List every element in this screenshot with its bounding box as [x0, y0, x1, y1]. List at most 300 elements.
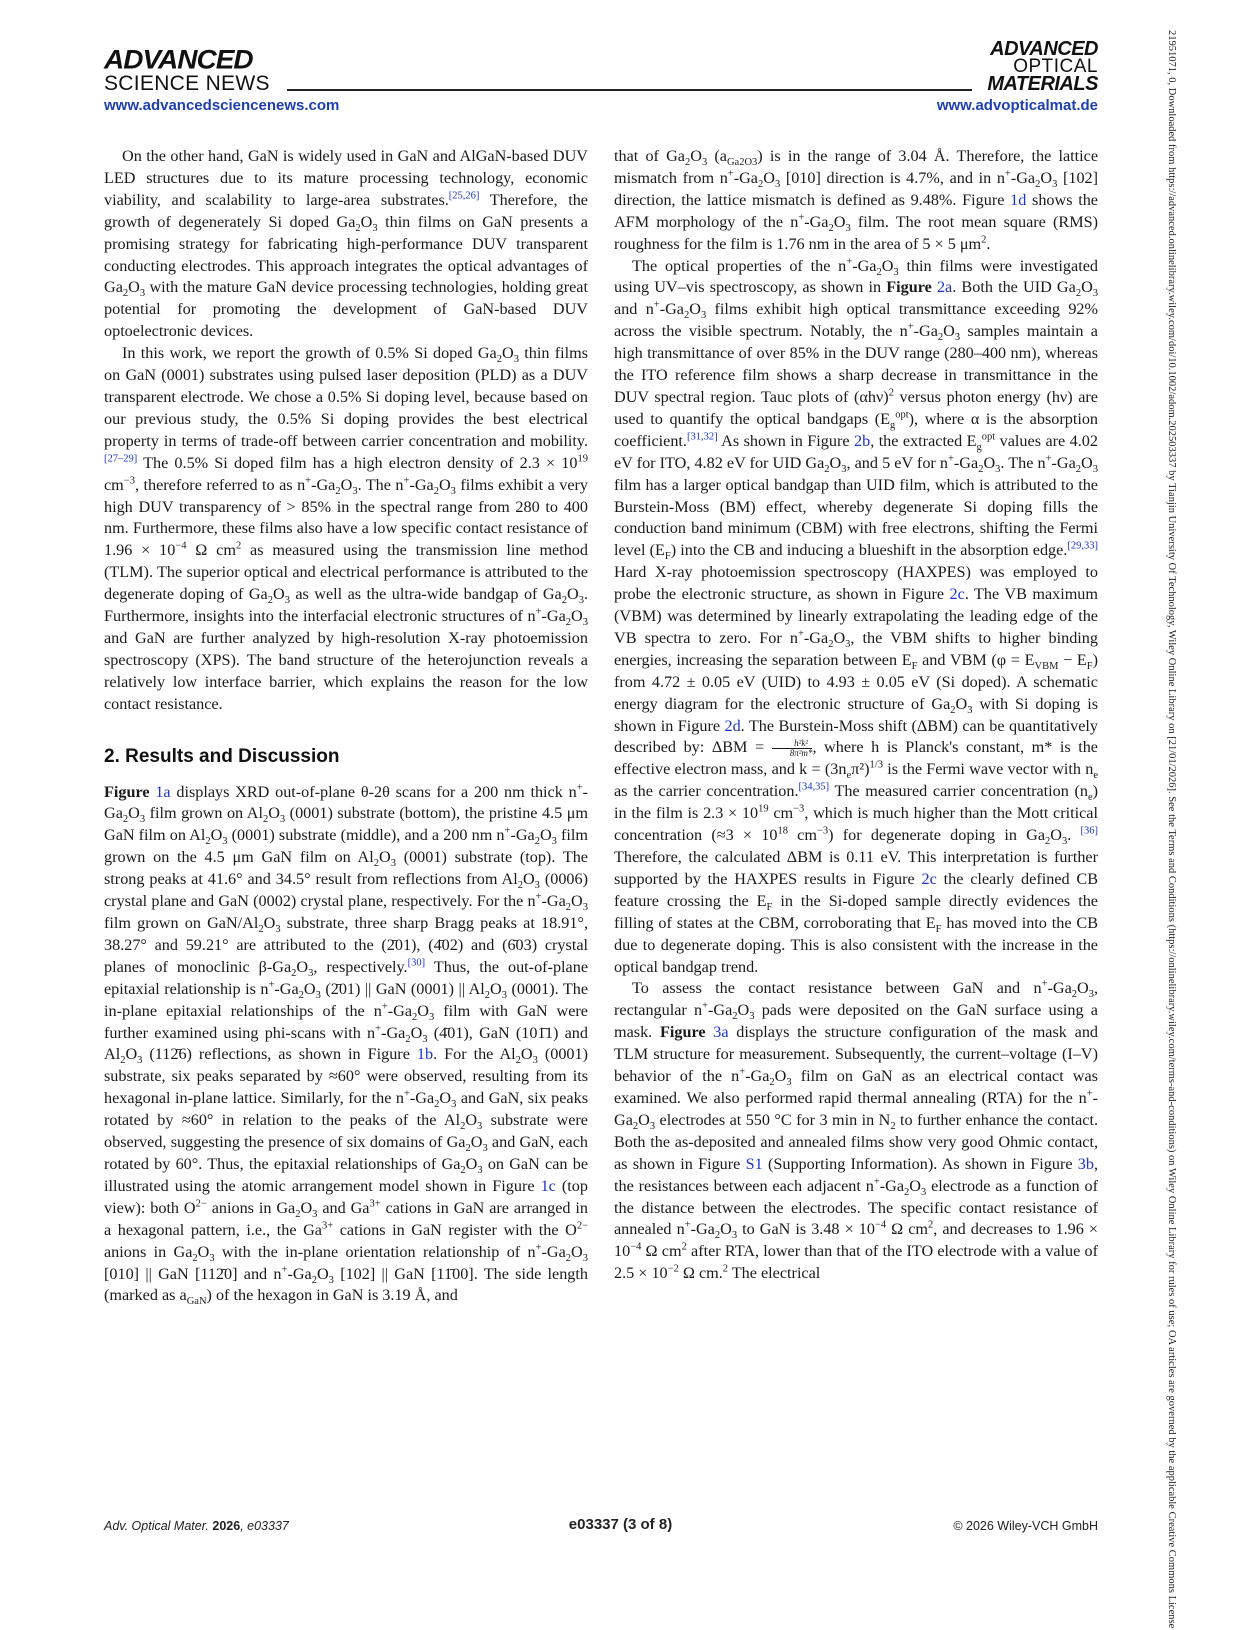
- superscript: +: [403, 475, 410, 487]
- subscript: 3: [1092, 463, 1098, 475]
- text-fragment: as well as the ultra-wide bandgap of Ga: [289, 585, 562, 604]
- subscript: 2: [757, 179, 764, 191]
- superscript: +: [702, 1000, 709, 1012]
- subscript: 2: [192, 1252, 198, 1264]
- subscript: 2: [295, 1209, 301, 1221]
- text-fragment: to GaN is 3.48 × 10: [737, 1220, 875, 1239]
- subscript: 3: [731, 1230, 738, 1242]
- subscript: 2: [517, 880, 523, 892]
- subscript: 2: [950, 704, 956, 716]
- superscript: +: [846, 256, 853, 268]
- superscript: 2−: [576, 1220, 589, 1232]
- subscript: 3: [308, 968, 314, 980]
- text-fragment: -Ga: [879, 1176, 905, 1195]
- subscript: 2: [258, 924, 264, 936]
- text-fragment: (0001) substrate (bottom), the pristine 4.5 μm GaN film on Al: [104, 804, 588, 845]
- figure-link-2d[interactable]: 2d: [724, 716, 741, 735]
- text-fragment: On the other hand, GaN is widely used in GaN and AlGaN-based DUV LED structures due to its mature processing technology, economic viability, and scalability to large-area substrates.: [104, 147, 588, 209]
- subscript: 2: [890, 1121, 896, 1133]
- subscript: 3: [137, 1055, 143, 1067]
- superscript: +: [727, 168, 734, 180]
- text-fragment: Therefore, the calculated ΔBM is 0.11 eV. This interpretation is further supported by the HAXPES results in Figure: [614, 848, 1098, 888]
- subscript: 2: [262, 814, 269, 826]
- subscript: 3: [701, 157, 708, 169]
- figure-link-2b[interactable]: 2b: [854, 431, 871, 450]
- superscript: +: [798, 212, 805, 224]
- text-fragment: (0001) substrate (top). The strong peaks at 41.6° and 34.5° result from reflections from Al: [104, 848, 588, 889]
- text-fragment: 8π²m*: [789, 748, 813, 759]
- superscript: −4: [630, 1241, 642, 1253]
- subscript: GaN: [186, 1296, 207, 1308]
- superscript: +: [1086, 1088, 1093, 1100]
- subscript: 2: [120, 1055, 126, 1067]
- superscript: 3+: [369, 1198, 381, 1210]
- superscript: +: [375, 1023, 382, 1035]
- text-fragment: . The n: [1000, 453, 1046, 472]
- subscript: 2: [311, 1274, 317, 1286]
- superscript: −3: [816, 825, 829, 837]
- superscript: +: [381, 1001, 388, 1013]
- text-fragment: displays the structure configuration of the mask and TLM structure for measurement. Subsequently, the current–voltage (I–V) behavior of the n: [614, 1023, 1099, 1086]
- figure-link-s1[interactable]: S1: [745, 1154, 763, 1173]
- journal-logo-line-2: OPTICAL: [1013, 56, 1098, 77]
- text-fragment: with the in-plane orientation relationship of n: [214, 1242, 536, 1261]
- text-fragment: -Ga: [745, 1067, 770, 1086]
- figure-link-3a[interactable]: 3a: [713, 1023, 729, 1042]
- text-fragment: to further enhance the contact. Both the as-deposited and annealed films show very good Ohmic contact, as shown in Figure: [614, 1110, 1098, 1173]
- header-rule: [287, 89, 972, 91]
- text-fragment: -Ga: [510, 826, 535, 845]
- text-fragment: -Ga: [1010, 168, 1036, 187]
- text-fragment: pads were deposited on the GaN surface using a mask.: [614, 1001, 1098, 1042]
- text-fragment: Figure: [886, 278, 932, 297]
- superscript: 2: [888, 387, 894, 399]
- subscript: 2: [496, 354, 502, 366]
- text-fragment: ) from 4.72 ± 0.05 eV (UID) to 4.93 ± 0.05 eV (Si doped). A schematic energy diagram for the electronic structure of Ga: [614, 650, 1098, 713]
- figure-link-1a[interactable]: 1a: [155, 782, 171, 801]
- subscript: 3: [1088, 989, 1094, 1001]
- text-fragment: h²k²: [772, 739, 813, 749]
- text-fragment: cations in GaN register with the O: [333, 1220, 577, 1239]
- text-fragment: In this work, we report the growth of 0.5% Si doped Ga: [122, 344, 497, 363]
- footer-page-number: e03337 (3 of 8): [568, 1516, 673, 1533]
- subscript: VBM: [1034, 661, 1059, 673]
- text-fragment: with the mature GaN device processing technologies, holding great potential for promoting the development of GaN-based DUV optoelectronic devices.: [104, 278, 588, 341]
- text-fragment: substrate were observed, suggesting the presence of six domains of Ga: [104, 1111, 588, 1152]
- subscript: e: [1087, 792, 1093, 804]
- citation-link[interactable]: [31,32]: [686, 431, 718, 443]
- subscript: 3: [279, 814, 286, 826]
- text-fragment: (112̄6) reflections, as shown in Figure: [142, 1045, 417, 1064]
- logo-line-2: SCIENCE NEWS: [104, 72, 270, 95]
- paragraph-optical: The optical properties of the $n^+-Ga_2O_3$ thin films were investigated using UV–vis spectroscopy, as shown in Figure 2a. Both the UID $Ga_2O_3$ and $n^+-Ga_2O_3$ films exhibit high optical transmittance exceeding 92% across the visible spectrum. Notably, the $n^+-Ga_2O_3$ samples maintain a high transmittance of over 85% in the DUV range (280–400 nm), whereas the ITO reference film shows a sharp decrease in transmittance in the DUV spectral region. Tauc plots of $(\alpha h\nu)^2$ versus photon energy (hν) are used to quantify the optical bandgaps $(E_g^{opt})$, where α is the absorption coefficient.[31,32] As shown in Figure 2b, the extracted $E_g^{opt}$ values are 4.02 eV for ITO, 4.82 eV for UID $Ga_2O_3$, and 5 eV for $n^+-Ga_2O_3$. The $n^+-Ga_2O_3$ film has a larger optical bandgap than UID film, which is attributed to the Burstein-Moss (BM) effect, whereby degenerate Si doping fills the conduction band minimum (CBM) with free electrons, shifting the Fermi level $(E_F)$ into the CB and inducing a blueshift in the absorption edge.[29,33] Hard X-ray photoemission spectroscopy (HAXPES) was employed to probe the electronic structure, as shown in Figure 2c. The VB maximum (VBM) was determined by linearly extrapolating the leading edge of the VB spectra to zero. For $n^+-Ga_2O_3$, the VBM shifts to higher binding energies, increasing the separation between $E_F$ and VBM $(\varphi = E_{VBM} - E_F)$ from 4.72 ± 0.05 eV (UID) to 4.93 ± 0.05 eV (Si doped). A schematic energy diagram for the electronic structure of $Ga_2O_3$ with Si doping is shown in Figure 2d. The Burstein-Moss shift (ΔBM) can be quantitatively described by: ΔBM = $\frac{\text{h²k²}}{\text{8π²m*}}$ , where h is Planck's constant, m* is the effective electron mass, and $k = (3n_e\pi^2)^{1/3}$ is the Fermi wave vector with $n_e$ as the carrier concentration.[34,35] The measured carrier concentration $(n_e)$ in the film is $2.3 \times 10^{19}$ $cm^{-3}$, which is much higher than the Mott critical concentration ($\approx 3 \times 10^{18}$ $cm^{-3}$) for degenerate doping in $Ga_2O_3$. [36] Therefore, the calculated ΔBM is 0.11 eV. This interpretation is further supported by the HAXPES results in Figure 2c the clearly defined CB feature crossing the $E_F$ in the Si-doped sample directly evidences the filling of states at the CBM, corroborating that $E_F$ has moved into the CB due to degenerate doping. This is also consistent with the increase in the optical bandgap trend.: [614, 256, 1099, 976]
- superscript: 18: [777, 825, 788, 837]
- footer-text: , e03337: [240, 1519, 289, 1533]
- text-fragment: The optical properties of the n: [632, 256, 847, 275]
- text-fragment: in the Si-doped sample directly evidences the filling of states at the CBM, corroborating that E: [614, 891, 1098, 932]
- superscript: +: [1041, 979, 1048, 991]
- text-fragment: electrodes at 550 °C for 3 min in N: [655, 1110, 891, 1129]
- superscript: +: [535, 1242, 542, 1254]
- paragraph-xrd: Figure 1a displays XRD out-of-plane θ-2θ scans for a 200 nm thick $n^+-Ga_2O_3$ film grown on $Al_2O_3$ (0001) substrate (bottom), the pristine 4.5 μm GaN film on $Al_2O_3$ (0001) substrate (middle), and a 200 nm $n^+-Ga_2O_3$ film grown on the 4.5 μm GaN film on $Al_2O_3$ (0001) substrate (top). The strong peaks at 41.6° and 34.5° result from reflections from $Al_2O_3$ (0006) crystal plane and GaN (0002) crystal plane, respectively. For the $n^+-Ga_2O_3$ film grown on GaN/$Al_2O_3$ substrate, three sharp Bragg peaks at 18.91°, 38.27° and 59.21° are attributed to the (2̄01), (4̄02) and (6̄03) crystal planes of monoclinic $\beta-Ga_2O_3$, respectively.[30] Thus, the out-of-plane epitaxial relationship is $n^+-Ga_2O_3$ (2̄01) || GaN (0001) || $Al_2O_3$ (0001). The in-plane epitaxial relationships of the $n^+-Ga_2O_3$ film with GaN were further examined using phi-scans with $n^+-Ga_2O_3$ (4̄01), GaN (101̄1) and $Al_2O_3$ (112̄6) reflections, as shown in Figure 1b. For the $Al_2O_3$ (0001) substrate, six peaks separated by ≈60° were observed, resulting from its hexagonal in-plane lattice. Similarly, for the $n^+-Ga_2O_3$ and GaN, six peaks rotated by ≈60° in relation to the peaks of the $Al_2O_3$ substrate were observed, suggesting the presence of six domains of $Ga_2O_3$ and GaN, each rotated by 60°. Thus, the epitaxial relationships of $Ga_2O_3$ on GaN can be illustrated using the atomic arrangement model shown in Figure 1c (top view): both $O^{2-}$ anions in $Ga_2O_3$ and $Ga^{3+}$ cations in GaN are arranged in a hexagonal pattern, i.e., the $Ga^{3+}$ cations in GaN register with the $O^{2-}$ anions in $Ga_2O_3$ with the in-plane orientation relationship of $n^+-Ga_2O_3$ [010] || GaN [112̄0] and $n^+-Ga_2O_3$ [102] || GaN [11̄00]. The side length (marked as $a_{GaN}$) of the hexagon in GaN is 3.19 Å, and: [104, 782, 589, 1308]
- text-fragment: .: [1067, 826, 1081, 845]
- text-fragment: , which is much higher than the Mott critical concentration (≈3 × 10: [614, 804, 1098, 845]
- text-fragment: [010] direction is 4.7%, and in n: [780, 168, 1005, 187]
- subscript: 3: [786, 1077, 792, 1089]
- text-fragment: (Supporting Information). As shown in Figure: [762, 1154, 1078, 1173]
- text-fragment: thin films were investigated using UV–vis spectroscopy, as shown in: [614, 256, 1098, 297]
- subscript: 3: [841, 463, 847, 475]
- superscript: 2: [681, 1241, 687, 1253]
- subscript: 3: [139, 288, 146, 300]
- citation-link[interactable]: [30]: [407, 957, 426, 969]
- superscript: +: [504, 825, 511, 837]
- subscript: 2: [565, 1252, 572, 1264]
- subscript: 2: [683, 310, 690, 322]
- figure-link-1b[interactable]: 1b: [416, 1045, 434, 1064]
- text-fragment: film has a larger optical bandgap than UID film, which is attributed to the Burstein-Moss (BM) effect, whereby degenerate Si doping fills the conduction band minimum (CBM) with free electrons, shifting the Fermi level (E: [614, 475, 1098, 560]
- text-fragment: [102] direction, the lattice mismatch is defined as 9.48%. Figure: [614, 168, 1099, 209]
- text-fragment: (4̄01), GaN (101̄1) and Al: [104, 1023, 588, 1064]
- citation-link[interactable]: [34,35]: [798, 781, 830, 793]
- subscript: 3: [275, 924, 281, 936]
- superscript: 2: [235, 540, 242, 552]
- text-fragment: ) for degenerate doping in Ga: [828, 826, 1046, 845]
- subscript: 3: [477, 1121, 483, 1133]
- subscript: e: [846, 770, 852, 782]
- subscript: 3: [845, 639, 851, 651]
- superscript: 2: [928, 1220, 934, 1232]
- superscript: 19: [577, 453, 588, 465]
- text-fragment: and Ga: [317, 1198, 370, 1217]
- subscript: 2: [732, 1011, 738, 1023]
- text-fragment: , the resistances between each adjacent n: [614, 1154, 1099, 1195]
- text-fragment: thin films on GaN presents a promising strategy for fabricating high-performance DUV transparent conducting electrodes. This approach integrates the optical advantages of Ga: [104, 212, 588, 297]
- text-fragment: on GaN can be illustrated using the atomic arrangement model shown in Figure: [104, 1154, 588, 1195]
- journal-logo-line-1: ADVANCED: [990, 38, 1098, 60]
- figure-link-2c-second[interactable]: 2c: [921, 869, 937, 888]
- text-fragment: -Ga: [913, 322, 938, 341]
- text-fragment: -Ga: [1047, 979, 1072, 998]
- text-fragment: -Ga: [287, 1264, 312, 1283]
- text-fragment: -Ga: [541, 892, 566, 911]
- text-fragment: (0001). The in-plane epitaxial relationships of the n: [104, 979, 589, 1020]
- subscript: 3: [1092, 288, 1099, 300]
- text-fragment: (0001) substrate (middle), and a 200 nm n: [227, 826, 505, 845]
- text-fragment: . Both the UID Ga: [952, 278, 1076, 297]
- superscript: +: [403, 1088, 410, 1100]
- superscript: 2: [981, 234, 987, 246]
- text-fragment: -Ga: [409, 475, 434, 494]
- text-fragment: films exhibit a very high DUV transparency of > 85% in the spectral range from 280 to 400 nm. Furthermore, these films also have a low specific contact resistance of 1.96 × 10: [104, 475, 589, 560]
- text-fragment: -Ga: [409, 1089, 435, 1108]
- subscript: 3: [700, 310, 707, 322]
- footer-text: Adv. Optical Mater.: [104, 1519, 209, 1533]
- text-fragment: ) in the film is 2.3 × 10: [614, 782, 1098, 823]
- text-fragment: , and 5 eV for n: [846, 453, 948, 472]
- footer-copyright: © 2026 Wiley-VCH GmbH: [953, 1519, 1098, 1533]
- text-fragment: . Furthermore, insights into the interfacial electronic structures of n: [104, 585, 588, 626]
- text-fragment: -Ga: [541, 1242, 566, 1261]
- text-fragment: film with GaN were further examined using phi-scans with n: [104, 1001, 588, 1042]
- figure-link-3b[interactable]: 3b: [1077, 1154, 1094, 1173]
- subscript: 3: [315, 989, 321, 1001]
- subscript: 2: [824, 463, 830, 475]
- paragraph-contact-resistance: To assess the contact resistance between GaN and $n^+-Ga_2O_3$, rectangular $n^+-Ga_2O_3$ pads were deposited on the GaN surface using a mask. Figure 3a displays the structure configuration of the mask and TLM structure for measurement. Subsequently, the current–voltage (I–V) behavior of the $n^+-Ga_2O_3$ film on GaN as an electrical contact was examined. We also performed rapid thermal annealing (RTA) for the $n^+-Ga_2O_3$ electrodes at 550 °C for 3 min in $N_2$ to further enhance the contact. Both the as-deposited and annealed films show very good Ohmic contact, as shown in Figure S1 (Supporting Information). As shown in Figure 3b, the resistances between each adjacent $n^+-Ga_2O_3$ electrode as a function of the distance between the electrodes. The specific contact resistance of annealed $n^+-Ga_2O_3$ to GaN is $3.48 \times 10^{-4}$ Ω $cm^2$, and decreases to $1.96 \times 10^{-4}$ Ω $cm^2$ after RTA, lower than that of the ITO electrode with a value of $2.5 \times 10^{-2}$ Ω cm.$^2$ The electrical: [614, 979, 1099, 1283]
- superscript: +: [684, 1220, 691, 1232]
- subscript: 2: [876, 266, 882, 278]
- text-fragment: . The Burstein-Moss shift (ΔBM) can be quantitatively described by: ΔBM =: [614, 716, 1098, 757]
- text-fragment: The 0.5% Si doped film has a high electron density of 2.3 × 10: [137, 453, 578, 472]
- superscript: +: [1045, 453, 1052, 465]
- superscript: +: [739, 1066, 746, 1078]
- subscript: 3: [995, 463, 1001, 475]
- subscript: 3: [920, 1186, 927, 1198]
- text-fragment: , therefore referred to as n: [134, 475, 306, 494]
- superscript: +: [907, 321, 914, 333]
- advanced-science-news-logo: [104, 46, 270, 94]
- text-fragment: , rectangular n: [614, 979, 1098, 1020]
- superscript: +: [535, 891, 542, 903]
- superscript: +: [535, 606, 542, 618]
- text-fragment: Ω cm: [186, 541, 236, 560]
- subscript: 3: [477, 1165, 483, 1177]
- text-fragment: -Ga: [311, 475, 336, 494]
- superscript: 1/3: [869, 759, 883, 771]
- subscript: 3: [209, 1252, 215, 1264]
- superscript: 2: [722, 1263, 729, 1275]
- text-fragment: is the Fermi wave vector with n: [882, 760, 1094, 779]
- text-fragment: and GaN are further analyzed by high-resolution X-ray photoemission spectroscopy (XPS). The band structure of the heterojunction reveals a relatively low interface barrier, which explains the reason for the low contact resistance.: [104, 628, 588, 713]
- text-fragment: values are 4.02 eV for ITO, 4.82 eV for UID Ga: [614, 431, 1098, 472]
- subscript: Ga2O3: [726, 157, 758, 169]
- subscript: 3: [532, 1055, 538, 1067]
- subscript: F: [766, 902, 773, 914]
- text-fragment: the clearly defined CB feature crossing the E: [614, 869, 1098, 910]
- text-fragment: -Ga: [803, 628, 829, 647]
- subscript: 2: [298, 989, 304, 1001]
- text-fragment: . The VB maximum (VBM) was determined by linearly extrapolating the leading edge of the VB spectra to zero. For n: [614, 585, 1098, 647]
- text-fragment: and n: [614, 300, 654, 319]
- subscript: 2: [373, 858, 379, 870]
- subscript: 2: [1075, 288, 1082, 300]
- subscript: 2: [561, 595, 567, 607]
- text-fragment: cm: [787, 826, 817, 845]
- subscript: F: [1086, 661, 1093, 673]
- text-fragment: -Ga: [690, 1220, 715, 1239]
- text-fragment: as the carrier concentration.: [614, 782, 799, 801]
- figure-link-2c[interactable]: 2c: [949, 585, 965, 604]
- subscript: F: [664, 551, 671, 563]
- subscript: 2: [267, 595, 273, 607]
- subscript: g: [976, 442, 982, 454]
- text-fragment: (a: [707, 147, 727, 165]
- subscript: 2: [205, 836, 211, 848]
- citation-link[interactable]: [25,26]: [448, 190, 480, 202]
- text-fragment: , where h is Planck's constant, m* is the effective electron mass, and k = (3n: [614, 738, 1098, 779]
- text-fragment: , the extracted E: [870, 431, 977, 450]
- text-fragment: film grown on the 4.5 μm GaN film on Al: [104, 826, 588, 867]
- text-fragment: -Ga: [387, 1001, 413, 1020]
- text-fragment: (top view): both O: [104, 1176, 588, 1217]
- text-fragment: (0001) substrate, six peaks separated by ≈60° were observed, resulting from its hexagonal in-plane lattice. Similarly, for the n: [104, 1045, 589, 1108]
- text-fragment: , and decreases to 1.96 × 10: [614, 1220, 1098, 1261]
- subscript: F: [911, 661, 918, 673]
- superscript: +: [873, 1176, 880, 1188]
- journal-logo-line-3: MATERIALS: [987, 73, 1098, 96]
- text-fragment: ), where α is the absorption coefficient.: [614, 409, 1099, 450]
- subscript: 3: [328, 1274, 334, 1286]
- subscript: 3: [582, 617, 588, 629]
- text-fragment: (0006) crystal plane and GaN (0002) crystal plane, respectively. For the n: [104, 870, 588, 911]
- subscript: 2: [515, 1055, 521, 1067]
- subscript: 2: [714, 1230, 721, 1242]
- paragraph-intro-gan: On the other hand, GaN is widely used in GaN and AlGaN-based DUV LED structures due to its mature processing technology, economic viability, and scalability to large-area substrates.[25,26] Therefore, the growth of degenerately Si doped $Ga_2O_3$ thin films on GaN presents a promising strategy for fabricating high-performance DUV transparent conducting electrodes. This approach integrates the optical advantages of $Ga_2O_3$ with the mature GaN device processing technologies, holding great potential for promoting the development of GaN-based DUV optoelectronic devices.: [104, 147, 588, 341]
- publisher-url-link[interactable]: www.advancedsciencenews.com: [104, 97, 340, 114]
- citation-link[interactable]: [29,33]: [1067, 540, 1098, 552]
- subscript: 2: [1071, 989, 1077, 1001]
- text-fragment: -Ga: [614, 1088, 1098, 1129]
- subscript: 2: [433, 485, 439, 497]
- section-heading: 2. Results and Discussion: [104, 745, 340, 767]
- text-fragment: anions in Ga: [206, 1198, 296, 1217]
- text-fragment: thin films on GaN (0001) substrates using pulsed laser deposition (PLD) as a DUV transparent electrode. We chose a 0.5% Si doping level, because based on our previous study, the 0.5% Si doping provides the best electrical property in terms of trade-off between carrier concentration and mobility.: [104, 344, 588, 450]
- figure-link-1d[interactable]: 1d: [1010, 190, 1027, 209]
- subscript: 3: [582, 902, 588, 914]
- text-fragment: shows the AFM morphology of the n: [614, 190, 1098, 231]
- subscript: 3: [582, 1252, 588, 1264]
- text-fragment: and GaN, six peaks rotated by ≈60° in relation to the peaks of the Al: [104, 1089, 589, 1130]
- citation-link[interactable]: [36]: [1080, 825, 1099, 837]
- advanced-optical-materials-logo: [987, 38, 1098, 96]
- subscript: 3: [312, 1209, 318, 1221]
- superscript: +: [281, 1264, 288, 1276]
- superscript: opt: [981, 431, 996, 443]
- text-fragment: after RTA, lower than that of the ITO electrode with a value of 2.5 × 10: [614, 1242, 1098, 1283]
- superscript: +: [948, 453, 954, 465]
- logo-line-1: ADVANCED: [104, 44, 253, 75]
- text-fragment: . The n: [357, 475, 404, 494]
- superscript: +: [1004, 168, 1011, 180]
- text-fragment: film. The root mean square (RMS) roughness for the film is 1.76 nm in the area of 5 × 5 μm: [614, 212, 1099, 253]
- subscript: 2: [978, 463, 984, 475]
- text-fragment: [102] || GaN [11̄00]. The side length (marked as a: [104, 1264, 588, 1305]
- subscript: 2: [1045, 836, 1051, 848]
- superscript: −2: [667, 1263, 679, 1275]
- superscript: −3: [123, 475, 135, 487]
- text-fragment: cm: [104, 475, 124, 494]
- subscript: 2: [828, 222, 834, 234]
- text-fragment: -Ga: [541, 607, 566, 626]
- paragraph-this-work: In this work, we report the growth of 0.5% Si doped $Ga_2O_3$ thin films on GaN (0001) substrates using pulsed laser deposition (PLD) as a DUV transparent electrode. We chose a 0.5% Si doping level, because based on our previous study, the 0.5% Si doping provides the best electrical property in terms of trade-off between carrier concentration and mobility.[27–29] The 0.5% Si doped film has a high electron density of $2.3 \times 10^{19}$ $cm^{-3}$, therefore referred to as $n^+-Ga_2O_3$. The $n^+-Ga_2O_3$ films exhibit a very high DUV transparency of > 85% in the spectral range from 280 to 400 nm. Furthermore, these films also have a low specific contact resistance of $1.96 \times 10^{-4}$ Ω $cm^2$ as measured using the transmission line method (TLM). The superior optical and electrical performance is attributed to the degenerate doping of $Ga_2O_3$ as well as the ultra-wide bandgap of $Ga_2O_3$. Furthermore, insights into the interfacial electronic structures of $n^+-Ga_2O_3$ and GaN are further analyzed by high-resolution X-ray photoemission spectroscopy (XPS). The band structure of the heterojunction reveals a relatively low interface barrier, which explains the reason for the low contact resistance.: [104, 344, 589, 713]
- text-fragment: . For the Al: [433, 1045, 516, 1064]
- text-fragment: films exhibit high optical transmittance exceeding 92% across the visible spectrum. Notably, the n: [614, 300, 1099, 341]
- subscript: 3: [482, 1143, 488, 1155]
- subscript: 2: [685, 157, 691, 169]
- text-fragment: ) of the hexagon in GaN is 3.19 Å, and: [206, 1286, 458, 1305]
- subscript: 3: [451, 1099, 457, 1111]
- text-fragment: Hard X-ray photoemission spectroscopy (HAXPES) was employed to probe the electronic structure, as shown in Figure: [614, 563, 1098, 604]
- subscript: 2: [632, 1121, 639, 1133]
- subscript: 3: [428, 1011, 435, 1023]
- text-fragment: π²): [851, 760, 870, 779]
- text-fragment: As shown in Figure: [717, 431, 855, 450]
- text-fragment: .: [986, 234, 991, 253]
- text-fragment: -Ga: [1051, 453, 1076, 472]
- subscript: e: [1093, 770, 1098, 782]
- subscript: 2: [565, 902, 572, 914]
- subscript: 2: [534, 836, 540, 848]
- subscript: 2: [460, 1165, 466, 1177]
- subscript: 3: [845, 222, 851, 234]
- text-fragment: Ω cm: [641, 1242, 682, 1261]
- text-fragment: Figure: [104, 782, 150, 801]
- text-fragment: ) into the CB and inducing a blueshift in the absorption edge.: [670, 541, 1068, 560]
- text-fragment: film grown on GaN/Al: [104, 914, 259, 932]
- text-fragment: film grown on Al: [145, 804, 263, 823]
- subscript: 2: [291, 968, 297, 980]
- subscript: 3: [893, 266, 899, 278]
- subscript: 2: [769, 1077, 775, 1089]
- subscript: 2: [122, 288, 129, 300]
- text-fragment: Ω cm.: [678, 1264, 723, 1283]
- superscript: opt: [895, 409, 909, 421]
- citation-link[interactable]: [27–29]: [104, 453, 138, 465]
- text-fragment: -Ga: [804, 212, 829, 231]
- superscript: −4: [874, 1220, 887, 1232]
- superscript: +: [268, 979, 275, 991]
- subscript: 3: [501, 989, 507, 1001]
- subscript: 3: [139, 814, 146, 826]
- subscript: 2: [434, 1099, 440, 1111]
- figure-link-2a[interactable]: 2a: [936, 278, 953, 297]
- subscript: 3: [422, 1033, 428, 1045]
- text-fragment: [010] || GaN [112̄0] and n: [104, 1264, 282, 1283]
- text-fragment: , respectively.: [313, 957, 408, 976]
- text-fragment: , the VBM shifts to higher binding energies, increasing the separation between E: [614, 628, 1098, 669]
- paragraph-lattice: that of $Ga_2O_3$ $(a_{Ga2O3})$ is in the range of 3.04 Å. Therefore, the lattice mismatch from $n^+-Ga_2O_3$ [010] direction is 4.7%, and in $n^+-Ga_2O_3$ [102] direction, the lattice mismatch is defined as 9.48%. Figure 1d shows the AFM morphology of the $n^+-Ga_2O_3$ film. The root mean square (RMS) roughness for the film is 1.76 nm in the area of 5 × 5 $\mu m^2$.: [614, 147, 1099, 253]
- text-fragment: The electrical: [728, 1264, 821, 1283]
- text-fragment: (2̄01) || GaN (0001) || Al: [320, 979, 485, 998]
- subscript: 2: [565, 617, 572, 629]
- left-column: [104, 146, 588, 1307]
- superscript: +: [305, 475, 312, 487]
- text-fragment: samples maintain a high transmittance of over 85% in the DUV range (280–400 nm), whereas the ITO reference film shows a sharp decrease in transmittance in the DUV spectral region. Tauc plots of (αhν): [614, 322, 1098, 406]
- subscript: 3: [551, 836, 557, 848]
- text-fragment: Figure: [659, 1023, 706, 1042]
- text-fragment: -Ga: [852, 256, 877, 275]
- subscript: 2: [122, 814, 129, 826]
- subscript: 2: [828, 639, 834, 651]
- text-fragment: Ω cm: [886, 1220, 929, 1239]
- subscript: 2: [465, 1143, 471, 1155]
- text-fragment: To assess the contact resistance between GaN and n: [632, 979, 1042, 998]
- subscript: 3: [390, 858, 396, 870]
- figure-link-1c[interactable]: 1c: [540, 1176, 556, 1195]
- text-fragment: substrate, three sharp Bragg peaks at 18.91°, 38.27° and 59.21° are attributed to the (2̄01), (4̄02) and (6̄03) crystal planes of monoclinic β-Ga: [104, 914, 588, 976]
- subscript: 2: [1075, 463, 1082, 475]
- text-fragment: cm: [768, 804, 794, 823]
- subscript: 3: [1052, 179, 1058, 191]
- subscript: 3: [450, 485, 456, 497]
- subscript: 3: [513, 354, 519, 366]
- text-fragment: -Ga: [104, 782, 588, 823]
- text-fragment: Thus, the out-of-plane epitaxial relationship is n: [104, 957, 588, 998]
- journal-url-link[interactable]: www.advopticalmat.de: [936, 97, 1098, 114]
- superscript: −4: [175, 540, 187, 552]
- text-fragment: Therefore, the growth of degenerately Si doped Ga: [104, 190, 588, 231]
- text-fragment: − E: [1058, 650, 1087, 669]
